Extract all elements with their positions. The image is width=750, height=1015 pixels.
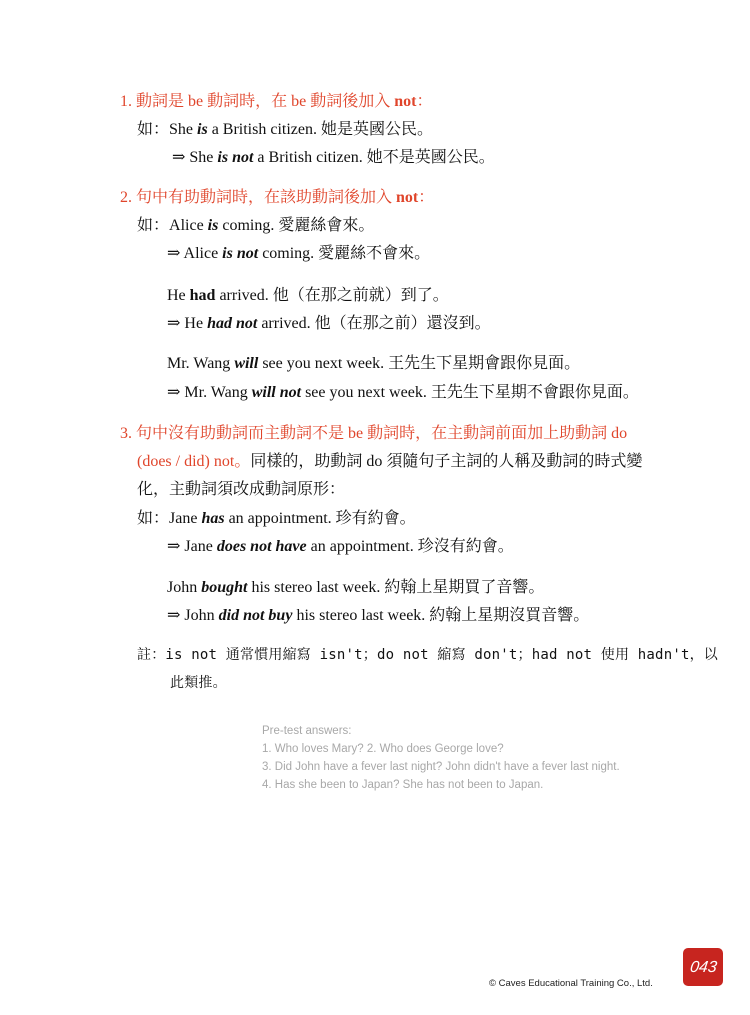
- pretest-line-3: 4. Has she been to Japan? She has not been to Japan.: [262, 779, 544, 791]
- rule2-negative-3: ⇒ Mr. Wang will not see you next week. 王先生下星期不會跟你見面。: [167, 384, 639, 401]
- copyright: © Caves Educational Training Co., Ltd.: [489, 978, 653, 989]
- page-number-badge: [683, 948, 723, 986]
- rule1-heading: 1. 動詞是 be 動詞時，在 be 動詞後加入 not：: [120, 93, 433, 110]
- pretest-line-2: 3. Did John have a fever last night? John didn't have a fever last night.: [262, 761, 620, 773]
- rule3-negative-1: ⇒ Jane does not have an appointment. 珍沒有約會。: [167, 538, 514, 555]
- rule3-heading-line3: 化，主動詞須改成動詞原形：: [137, 481, 346, 498]
- rule3-heading-line1: 3. 句中沒有助動詞而主動詞不是 be 動詞時，在主動詞前面加上助動詞 do: [120, 425, 628, 442]
- rule3-example-2: John bought his stereo last week. 約翰上星期買了音響。: [167, 579, 545, 596]
- rule2-example-3: Mr. Wang will see you next week. 王先生下星期會跟你見面。: [167, 355, 581, 372]
- rule1-negative: ⇒ She is not a British citizen. 她不是英國公民。: [172, 149, 495, 166]
- rule2-heading: 2. 句中有助動詞時，在該助動詞後加入 not：: [120, 189, 435, 206]
- rule3-example-1: 如：Jane has an appointment. 珍有約會。: [137, 510, 416, 527]
- rule1-example: 如：She is a British citizen. 她是英國公民。: [137, 121, 433, 138]
- rule2-example-2: He had arrived. 他（在那之前就）到了。: [167, 287, 449, 304]
- rule2-negative-2: ⇒ He had not arrived. 他（在那之前）還沒到。: [167, 315, 491, 332]
- note-line-1: 註：is not 通常慣用縮寫 isn't；do not 縮寫 don't；had not 使用 hadn't，以: [137, 647, 718, 663]
- page-number: 043: [688, 959, 718, 976]
- pretest-title: Pre-test answers:: [262, 725, 352, 737]
- note-line-2: 此類推。: [170, 675, 227, 691]
- rule2-negative-1: ⇒ Alice is not coming. 愛麗絲不會來。: [167, 245, 431, 262]
- rule3-negative-2: ⇒ John did not buy his stereo last week. 約翰上星期沒買音響。: [167, 607, 590, 624]
- rule2-example-1: 如：Alice is coming. 愛麗絲會來。: [137, 217, 375, 234]
- pretest-line-1: 1. Who loves Mary? 2. Who does George love?: [262, 743, 504, 755]
- rule3-heading-line2: (does / did) not。同樣的，助動詞 do 須隨句子主詞的人稱及動詞的時式變: [137, 453, 643, 470]
